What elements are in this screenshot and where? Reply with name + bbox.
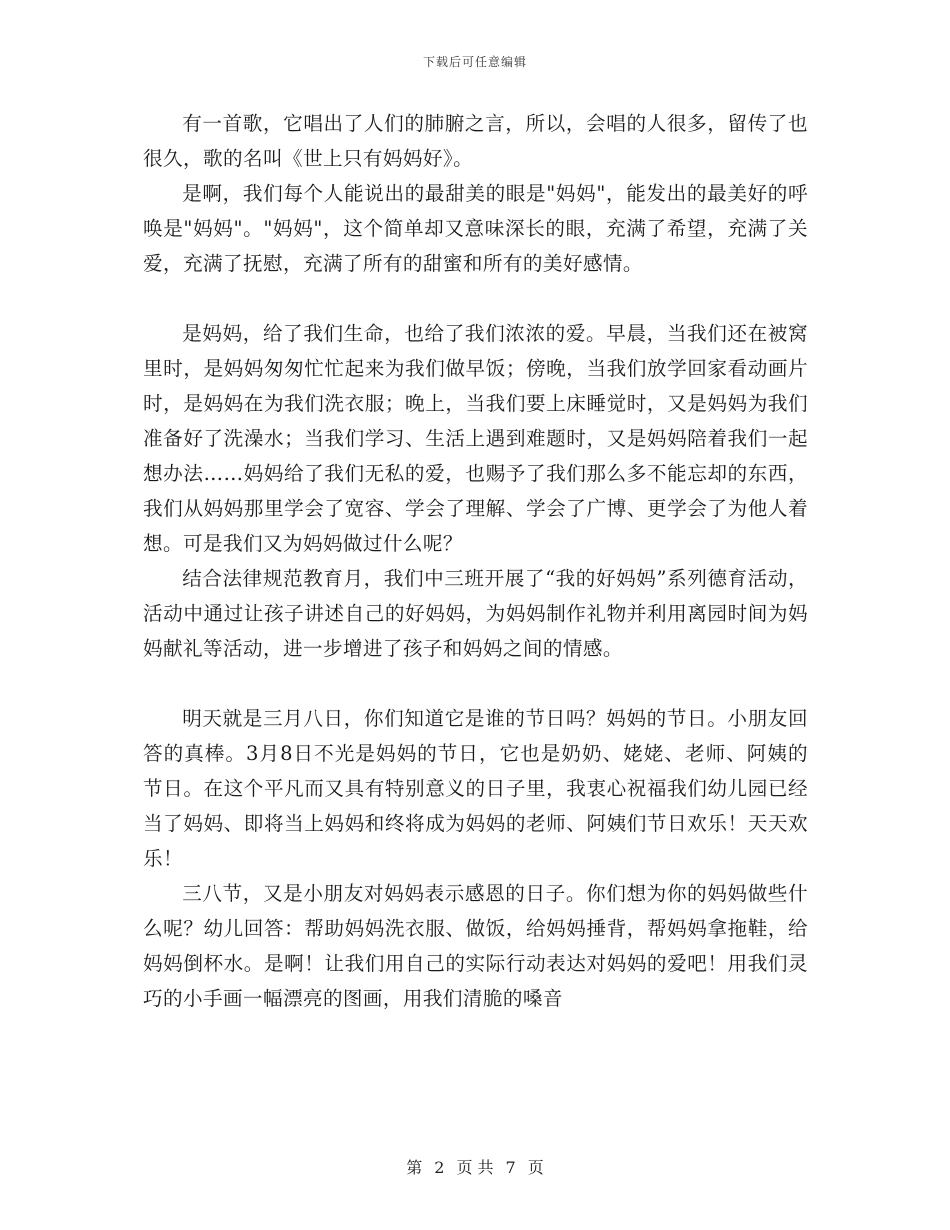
paragraph-3: 是妈妈，给了我们生命，也给了我们浓浓的爱。早晨，当我们还在被窝里时，是妈妈匆匆忙忙起来为我们做早饭；傍晚，当我们放学回家看动画片时，是妈妈在为我们洗衣服；晚上，当我们要上床睡觉时，又是妈妈为我们准备好了洗澡水；当我们学习、生活上遇到难题时，又是妈妈陪着我们一起想办法……妈妈给了我们无私的爱，也赐予了我们那么多不能忘却的东西，我们从妈妈那里学会了宽容、学会了理解、学会了广博、更学会了为他人着想。可是我们又为妈妈做过什么呢？ xyxy=(143,322,808,555)
page-footer xyxy=(0,1155,950,1178)
paragraph-2: 是啊，我们每个人能说出的最甜美的眼是"妈妈"，能发出的最美好的呼唤是"妈妈"。"妈妈"，这个简单却又意味深长的眼，充满了希望，充满了关爱，充满了抚慰，充满了所有的甜蜜和所有的美好感情。 xyxy=(143,182,808,275)
current-page-number: 2 xyxy=(434,1158,445,1177)
page-label-suffix: 页 xyxy=(527,1158,544,1177)
paragraph-4: 结合法律规范教育月，我们中三班开展了“我的好妈妈”系列德育活动，活动中通过让孩子讲述自己的好妈妈，为妈妈制作礼物并利用离园时间为妈妈献礼等活动，进一步增进了孩子和妈妈之间的情感。 xyxy=(143,567,808,660)
page-label-mid: 页 共 xyxy=(456,1158,494,1177)
paragraph-spacer xyxy=(143,281,808,316)
paragraph-spacer xyxy=(143,666,808,701)
page-label-prefix: 第 xyxy=(406,1158,423,1177)
paragraph-6: 三八节，又是小朋友对妈妈表示感恩的日子。你们想为你的妈妈做些什么呢？幼儿回答：帮助妈妈洗衣服、做饭，给妈妈捶背，帮妈妈拿拖鞋，给妈妈倒杯水。是啊！让我们用自己的实际行动表达对妈妈的爱吧！用我们灵巧的小手画一幅漂亮的图画，用我们清脆的嗓音 xyxy=(143,882,808,1010)
paragraph-5: 明天就是三月八日，你们知道它是谁的节日吗？妈妈的节日。小朋友回答的真棒。3月8日不光是妈妈的节日，它也是奶奶、姥姥、老师、阿姨的节日。在这个平凡而又具有特别意义的日子里，我衷心祝福我们幼儿园已经当了妈妈、即将当上妈妈和终将成为妈妈的老师、阿姨们节日欢乐！天天欢乐！ xyxy=(143,707,808,870)
page-header: 下载后可任意编辑 xyxy=(422,55,527,69)
total-pages-number: 7 xyxy=(505,1158,516,1177)
paragraph-1: 有一首歌，它唱出了人们的肺腑之言，所以，会唱的人很多，留传了也很久，歌的名叫《世上只有妈妈好》。 xyxy=(143,112,808,170)
document-body xyxy=(143,106,808,1016)
